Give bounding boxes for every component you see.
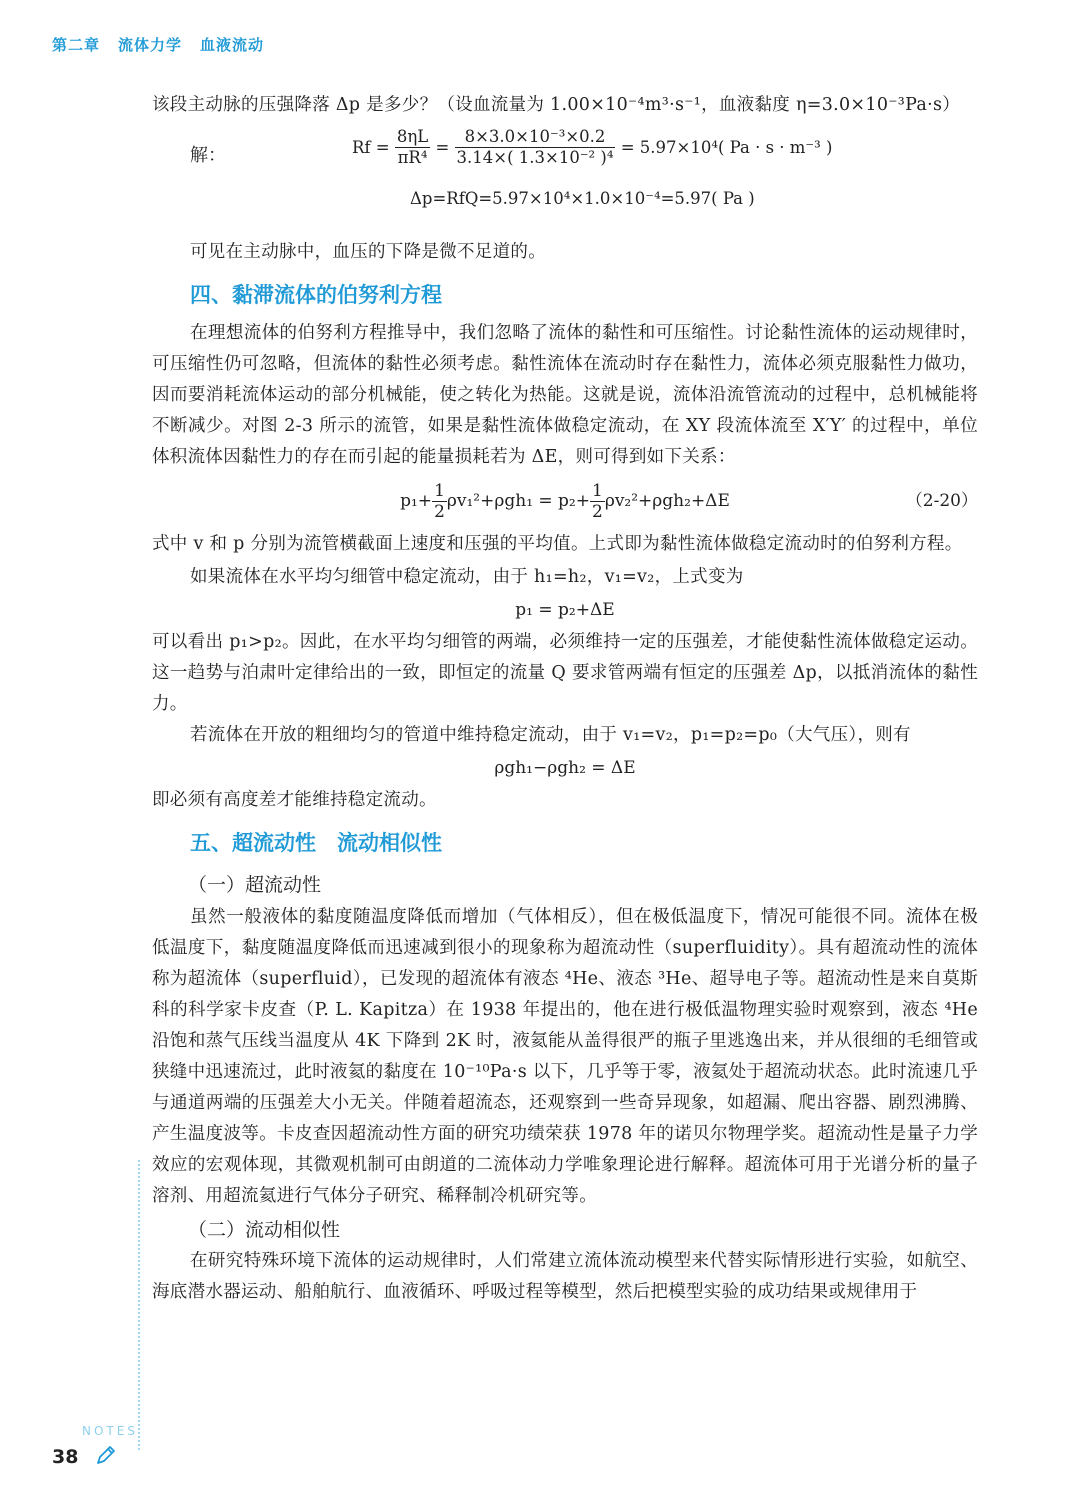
section4-para3: 如果流体在水平均匀细管中稳定流动，由于 h₁=h₂，v₁=v₂，上式变为 [190,567,744,587]
eq1-half-2 [590,481,605,522]
eq-rf-f1-num: 8ηL [396,127,429,146]
section4-para4: 可以看出 p₁>p₂。因此，在水平均匀细管的两端，必须维持一定的压强差，才能使黏性流体做稳定运动。这一趋势与泊肃叶定律给出的一致，即恒定的流量 Q 要求管两端有恒定的压强差 Δp，以抵消流体的黏性力。 [152,632,978,714]
equation-number: （2-20） [905,491,978,511]
eq1-half-2-num: 1 [592,481,603,501]
section4-para6: 即必须有高度差才能维持稳定流动。 [152,790,437,810]
eq-rf-frac2 [455,127,616,168]
section5-para1: 虽然一般液体的黏度随温度降低而增加（气体相反），但在极低温度下，情况可能很不同。流体在极低温度下，黏度随温度降低而迅速减到很小的现象称为超流动性（superfluidity）。具有超流动性的流体称为超流体（superfluid），已发现的超流体有液态 ⁴He、液态 ³He、超导电子等。超流动性是来自莫斯科的科学家卡皮查（P. L. Kapitza）在 1938 年提出的，他在进行极低温物理实验时观察到，液态 ⁴He 沿饱和蒸气压线当温度从 4K 下降到 2K 时，液氦能从盖得很严的瓶子里逃逸出来，并从很细的毛细管或狭缝中迅速流过，此时液氦的黏度在 10⁻¹⁰Pa·s 以下，几乎等于零，液氦处于超流动状态。此时流速几乎与通道两端的压强差大小无关。伴随着超流态，还观察到一些奇异现象，如超漏、爬出容器、剧烈沸腾、产生温度波等。卡皮查因超流动性方面的研究功绩荣获 1978 年的诺贝尔物理学奖。超流动性是量子力学效应的宏观体现，其微观机制可由朗道的二流体动力学唯象理论进行解释。超流体可用于光谱分析的量子溶剂、用超流氦进行气体分子研究、稀释制冷机研究等。 [152,907,978,1206]
eq1-half-1 [432,481,447,522]
eq-rf-equal: = [435,138,450,157]
section5-title: 五、超流动性 流动相似性 [190,831,442,855]
section4-para1: 在理想流体的伯努利方程推导中，我们忽略了流体的黏性和可压缩性。讨论黏性流体的运动规律时，可压缩性仍可忽略，但流体的黏性必须考虑。黏性流体在流动时存在黏性力，流体必须克服黏性力做功，因而要消耗流体运动的部分机械能，使之转化为热能。这就是说，流体沿流管流动的过程中，总机械能将不断减少。对图 2-3 所示的流管，如果是黏性流体做稳定流动，在 XY 段流体流至 X′Y′ 的过程中，单位体积流体因黏性力的存在而引起的能量损耗若为 ΔE，则可得到如下关系： [152,323,978,467]
sub1-heading [152,866,978,902]
solution-block [152,127,978,237]
question-line: 该段主动脉的压强降落 Δp 是多少？（设血流量为 1.00×10⁻⁴m³·s⁻¹，血液黏度 η=3.0×10⁻³Pa·s） [152,95,961,115]
eq-rf-f1-den: πR⁴ [397,148,428,167]
eq1-half-1-den: 2 [434,502,445,522]
sub2-title: （二）流动相似性 [188,1219,341,1241]
page-body [152,90,978,1308]
equation-p1p2: p₁ = p₂+ΔE [515,600,615,620]
eq1-part-b: ρv₁²+ρgh₁ = p₂+ [446,491,590,511]
eq-rf-f2-num: 8×3.0×10⁻³×0.2 [455,127,616,148]
equation-dp: Δp=RfQ=5.97×10⁴×1.0×10⁻⁴=5.97( Pa ) [410,189,755,208]
equation-rf [352,127,832,168]
section4-heading [152,272,978,318]
notes-label: NOTES [82,1424,138,1438]
section4-para5: 若流体在开放的粗细均匀的管道中维持稳定流动，由于 v₁=v₂，p₁=p₂=p₀（大气压），则有 [190,725,911,745]
solution-label: 解： [190,145,226,166]
section4-title: 四、黏滞流体的伯努利方程 [190,283,442,307]
pencil-icon [94,1443,118,1467]
sub2-heading [152,1212,978,1246]
page-number: 38 [52,1446,79,1468]
conclusion-line: 可见在主动脉中，血压的下降是微不足道的。 [190,242,546,262]
eq1-half-2-den: 2 [592,502,603,522]
notes-margin-line [138,1160,140,1450]
eq1-half-1-num: 1 [434,481,445,501]
running-header [52,34,282,55]
header-part1: 流体力学 [118,36,183,54]
header-chapter: 第二章 [52,36,101,54]
header-part2: 血液流动 [200,36,265,54]
sub1-title: （一）超流动性 [188,874,322,896]
equation-2-20 [152,473,978,529]
eq-rf-lhs: Rf = [352,138,390,157]
eq-rf-f2-den: 3.14×( 1.3×10⁻² )⁴ [456,148,614,167]
section4-para2: 式中 v 和 p 分别为流管横截面上速度和压强的平均值。上式即为黏性流体做稳定流动时的伯努利方程。 [152,534,963,554]
eq1-part-a: p₁+ [400,491,433,511]
equation-rhogh: ρgh₁−ρgh₂ = ΔE [494,758,636,778]
eq1-part-c: ρv₂²+ρgh₂+ΔE [604,491,730,511]
eq-rf-rhs: = 5.97×10⁴( Pa · s · m⁻³ ) [620,138,833,157]
section5-heading [152,816,978,866]
eq-rf-frac1 [395,127,430,168]
section5-para2: 在研究特殊环境下流体的运动规律时，人们常建立流体流动模型来代替实际情形进行实验，如航空、海底潜水器运动、船舶航行、血液循环、呼吸过程等模型，然后把模型实验的成功结果或规律用于 [152,1251,978,1302]
